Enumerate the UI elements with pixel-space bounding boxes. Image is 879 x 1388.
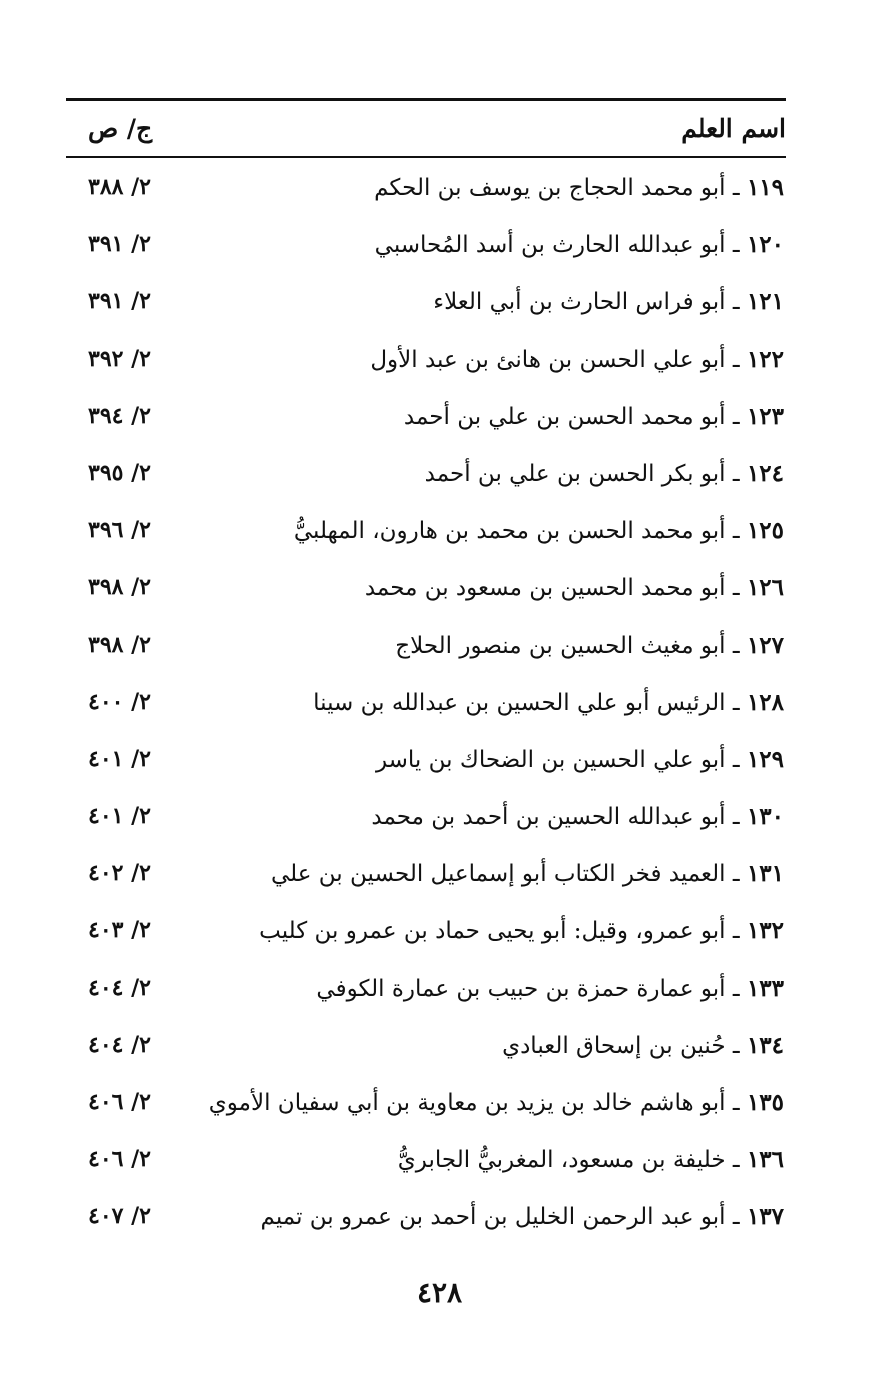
entry-text xyxy=(404,403,784,430)
entry-text xyxy=(370,346,784,373)
entry-number: ١٢٣ xyxy=(746,402,784,430)
entry-name: أبو عبد الرحمن الخليل بن أحمد بن عمرو بن تميم xyxy=(260,1204,726,1231)
entry-separator: ـ xyxy=(725,175,747,201)
entry-text xyxy=(371,803,784,830)
index-list xyxy=(66,164,786,1251)
table-row xyxy=(66,1079,786,1136)
entry-name: حُنين بن إسحاق العبادي xyxy=(502,1032,726,1059)
entry-name: أبو هاشم خالد بن يزيد بن معاوية بن أبي سفيان الأموي xyxy=(208,1090,726,1116)
table-row xyxy=(66,221,786,278)
entry-number: ١٣٠ xyxy=(746,803,784,831)
table-row xyxy=(66,450,786,507)
entry-number: ١٣٣ xyxy=(746,974,784,1002)
top-rule xyxy=(66,98,786,101)
entry-name: أبو علي الحسن بن هانئ بن عبد الأول xyxy=(370,346,726,373)
entry-number: ١٢٤ xyxy=(746,459,784,487)
entry-name: العميد فخر الكتاب أبو إسماعيل الحسين بن علي xyxy=(270,861,726,888)
volume-page-reference: ٢/ ٤٠١ xyxy=(88,803,151,830)
entry-name: أبو محمد الحجاج بن يوسف بن الحكم xyxy=(374,175,726,201)
entry-name: أبو عمارة حمزة بن حبيب بن عمارة الكوفي xyxy=(316,975,726,1002)
entry-number: ١١٩ xyxy=(746,174,784,201)
entry-text xyxy=(313,689,784,716)
volume-page-reference: ٢/ ٤٠٢ xyxy=(88,860,151,887)
entry-name: أبو محمد الحسن بن محمد بن هارون، المهلبيُّ xyxy=(293,518,726,545)
entry-separator: ـ xyxy=(725,975,747,1002)
entry-number: ١٣٤ xyxy=(746,1031,784,1059)
table-row xyxy=(66,793,786,850)
entry-text xyxy=(502,1032,784,1059)
entry-text xyxy=(375,231,784,258)
entry-text xyxy=(374,174,784,201)
entry-separator: ـ xyxy=(725,232,747,259)
entry-number: ١٢٧ xyxy=(746,631,784,659)
table-row xyxy=(66,393,786,450)
table-row xyxy=(66,564,786,621)
entry-separator: ـ xyxy=(725,804,747,831)
volume-page-reference: ٢/ ٤٠٦ xyxy=(88,1146,151,1173)
table-row xyxy=(66,336,786,393)
entry-name: أبو عمرو، وقيل: أبو يحيى حماد بن عمرو بن كليب xyxy=(259,918,726,945)
entry-separator: ـ xyxy=(725,861,747,888)
table-row xyxy=(66,736,786,793)
entry-name: أبو محمد الحسين بن مسعود بن محمد xyxy=(364,575,726,602)
entry-separator: ـ xyxy=(725,346,747,373)
entry-name: الرئيس أبو علي الحسين بن عبدالله بن سينا xyxy=(313,689,726,716)
entry-text xyxy=(376,746,784,773)
table-header xyxy=(66,108,786,154)
entry-separator: ـ xyxy=(725,575,747,602)
table-row xyxy=(66,965,786,1022)
entry-number: ١٢٥ xyxy=(746,517,784,545)
name-column-header: اسم العلم xyxy=(681,114,786,143)
volume-page-reference: ٢/ ٣٩٤ xyxy=(88,402,151,429)
entry-separator: ـ xyxy=(725,1147,747,1174)
table-row xyxy=(66,907,786,964)
table-row xyxy=(66,507,786,564)
entry-separator: ـ xyxy=(725,403,747,430)
table-row xyxy=(66,1022,786,1079)
page-number: ٤٢٨ xyxy=(416,1276,463,1309)
entry-text xyxy=(425,460,784,487)
entry-number: ١٢١ xyxy=(746,288,784,316)
entry-separator: ـ xyxy=(725,518,747,545)
entry-name: أبو عبدالله الحارث بن أسد المُحاسبي xyxy=(374,232,726,259)
table-row xyxy=(66,1193,786,1250)
volume-page-reference: ٢/ ٣٩٦ xyxy=(88,517,151,544)
volume-page-reference: ٢/ ٤٠٤ xyxy=(88,974,151,1001)
entry-name: أبو علي الحسين بن الضحاك بن ياسر xyxy=(375,746,726,773)
header-rule xyxy=(66,156,786,158)
entry-number: ١٣٥ xyxy=(746,1089,784,1116)
table-row xyxy=(66,1136,786,1193)
entry-name: خليفة بن مسعود، المغربيُّ الجابريُّ xyxy=(397,1147,726,1174)
volume-page-reference: ٢/ ٤٠١ xyxy=(88,745,151,772)
entry-name: أبو عبدالله الحسين بن أحمد بن محمد xyxy=(371,804,726,831)
entry-separator: ـ xyxy=(725,632,747,659)
volume-page-reference: ٢/ ٣٨٨ xyxy=(88,174,151,200)
volume-page-reference: ٢/ ٤٠٤ xyxy=(88,1031,151,1058)
volume-page-reference: ٢/ ٤٠٧ xyxy=(88,1203,151,1230)
table-row xyxy=(66,850,786,907)
entry-number: ١٢٢ xyxy=(746,345,784,373)
entry-text xyxy=(433,288,784,315)
entry-separator: ـ xyxy=(725,1090,747,1116)
entry-number: ١٢٠ xyxy=(746,231,784,259)
entry-number: ١٣٦ xyxy=(746,1146,784,1174)
entry-separator: ـ xyxy=(725,460,747,487)
entry-name: أبو محمد الحسن بن علي بن أحمد xyxy=(403,403,726,430)
entry-number: ١٢٨ xyxy=(746,688,784,716)
entry-text xyxy=(365,574,784,601)
entry-text xyxy=(261,1203,784,1230)
entry-number: ١٣٧ xyxy=(746,1203,784,1231)
table-row xyxy=(66,278,786,335)
volume-page-reference: ٢/ ٣٩٨ xyxy=(88,574,151,601)
entry-text xyxy=(259,917,784,944)
entry-separator: ـ xyxy=(725,1032,747,1059)
volume-page-reference: ٢/ ٤٠٣ xyxy=(88,917,151,944)
entry-number: ١٣١ xyxy=(746,860,784,888)
table-row xyxy=(66,164,786,221)
volume-page-reference: ٢/ ٣٩٥ xyxy=(88,459,151,486)
table-row xyxy=(66,622,786,679)
volume-page-column-header: ج/ ص xyxy=(88,114,153,143)
entry-name: أبو فراس الحارث بن أبي العلاء xyxy=(433,289,726,316)
table-row xyxy=(66,679,786,736)
entry-text xyxy=(316,975,784,1002)
entry-number: ١٢٦ xyxy=(746,574,784,602)
volume-page-reference: ٢/ ٤٠٠ xyxy=(88,688,151,715)
volume-page-reference: ٢/ ٣٩١ xyxy=(88,231,151,258)
entry-name: أبو مغيث الحسين بن منصور الحلاج xyxy=(395,632,726,659)
entry-text xyxy=(271,860,784,887)
entry-number: ١٢٩ xyxy=(746,745,784,773)
entry-number: ١٣٢ xyxy=(746,917,784,945)
volume-page-reference: ٢/ ٤٠٦ xyxy=(88,1089,151,1115)
volume-page-reference: ٢/ ٣٩٨ xyxy=(88,631,151,658)
entry-name: أبو بكر الحسن بن علي بن أحمد xyxy=(424,460,726,487)
entry-separator: ـ xyxy=(725,689,747,716)
entry-text xyxy=(395,632,784,659)
volume-page-reference: ٢/ ٣٩١ xyxy=(88,288,151,315)
entry-separator: ـ xyxy=(725,289,747,316)
entry-text xyxy=(398,1146,784,1173)
entry-separator: ـ xyxy=(725,1204,747,1231)
entry-separator: ـ xyxy=(725,918,747,945)
entry-text xyxy=(209,1089,784,1116)
entry-separator: ـ xyxy=(725,746,747,773)
volume-page-reference: ٢/ ٣٩٢ xyxy=(88,345,151,372)
entry-text xyxy=(294,517,784,544)
